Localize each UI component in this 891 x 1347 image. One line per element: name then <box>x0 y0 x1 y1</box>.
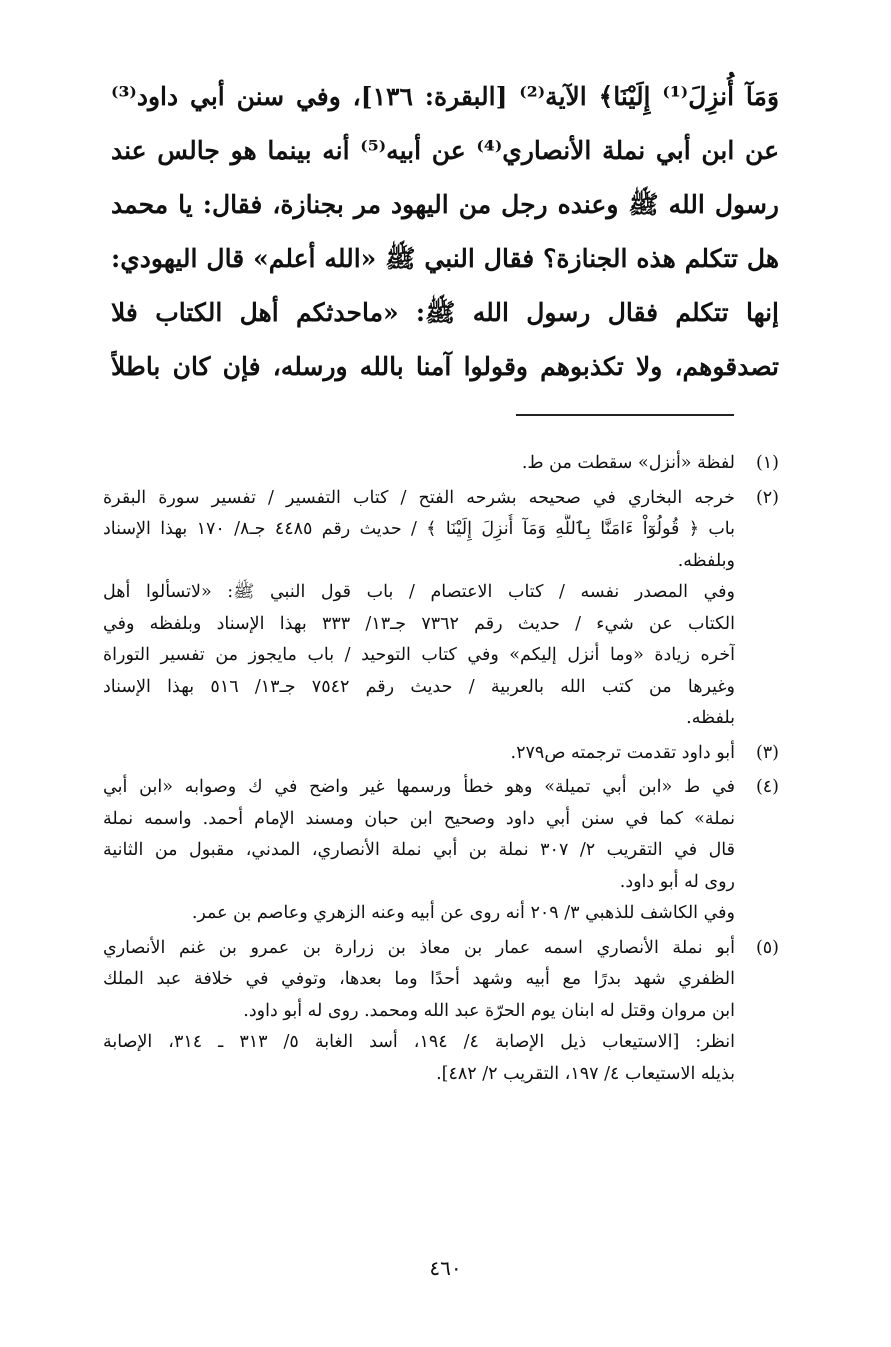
footnote-line: لفظة «أنزل» سقطت من ط. <box>521 453 735 473</box>
footnote-body <box>103 448 735 480</box>
footnote-line: وغيرها من كتب الله بالعربية / حديث رقم ٧٥٤٢ جـ١٣/ ٥١٦ بهذا الإسناد <box>103 676 735 697</box>
main-text <box>111 70 779 394</box>
main-text-line: هل تتكلم هذه الجنازة؟ فقال النبي ﷺ «الله أعلم» قال اليهودي: <box>111 244 779 273</box>
footnote-5 <box>103 933 779 1091</box>
footnote-line: ابن مروان وقتل له ابنان يوم الحرّة عبد الله ومحمد. روى له أبو داود. <box>243 1000 735 1021</box>
footnote-line: آخره زيادة «وما أنزل إليكم» وفي كتاب التوحيد / باب مايجوز من تفسير التوراة <box>103 645 735 665</box>
page-number: ٤٦٠ <box>429 1256 462 1280</box>
footnote-line: الظفري شهد بدرًا مع أبيه وشهد أحدًا وما بعدها، وتوفي في خلافة عبد الملك <box>103 969 735 989</box>
footnote-line: انظر: [الاستيعاب ذيل الإصابة ٤/ ١٩٤، أسد الغابة ٥/ ٣١٣ ـ ٣١٤، الإصابة <box>103 1032 735 1052</box>
footnote-number: (٢) <box>755 487 779 508</box>
footnote-number: (٤) <box>755 777 779 797</box>
footnote-line: خرجه البخاري في صحيحه بشرحه الفتح / كتاب التفسير / تفسير سورة البقرة <box>103 487 735 508</box>
footnote-line: في ط «ابن أبي تميلة» وهو خطأ ورسمها غير واضح في ك وصوابه «ابن أبي <box>103 777 735 797</box>
footnote-body <box>103 483 735 735</box>
footnote-line: الكتاب عن شيء / حديث رقم ٧٣٦٢ جـ١٣/ ٣٣٣ بهذا الإسناد وبلفظه وفي <box>103 613 735 634</box>
footnote-line: وبلفظه. <box>677 550 735 571</box>
main-text-line: إنها تتكلم فقال رسول الله ﷺ: «ماحدثكم أهل الكتاب فلا <box>111 298 779 327</box>
footnote-separator <box>516 414 734 416</box>
footnote-number: (٣) <box>755 742 779 763</box>
footnote-body <box>103 933 735 1091</box>
footnote-line: بلفظه. <box>686 708 735 728</box>
footnote-3 <box>103 738 779 770</box>
footnote-line: قال في التقريب ٢/ ٣٠٧ نملة بن أبي نملة الأنصاري، المدني، مقبول من الثانية <box>103 840 735 860</box>
footnote-line: وفي المصدر نفسه / كتاب الاعتصام / باب قول النبي ﷺ: «لاتسألوا أهل <box>103 582 735 602</box>
footnote-4 <box>103 772 779 930</box>
main-text-line: تصدقوهم، ولا تكذبوهم وقولوا آمنا بالله ورسله، فإن كان باطلاً <box>111 352 779 381</box>
main-text-line: رسول الله ﷺ وعنده رجل من اليهود مر بجنازة، فقال: يا محمد <box>111 190 779 219</box>
footnote-2 <box>103 483 779 735</box>
footnote-1 <box>103 448 779 480</box>
main-text-line: وَمَآ أُنزِلَ⁽¹⁾ إِلَيْنَا﴾ الآية⁽²⁾ [البقرة: ١٣٦]، وفي سنن أبي داود⁽³⁾ <box>111 82 779 111</box>
main-text-line: عن ابن أبي نملة الأنصاري⁽⁴⁾ عن أبيه⁽⁵⁾ أنه بينما هو جالس عند <box>111 136 779 165</box>
footnotes <box>103 448 779 1093</box>
footnote-line: روى له أبو داود. <box>619 871 735 892</box>
footnote-body <box>103 738 735 770</box>
footnote-line: باب ﴿ قُولُوٓاْ ءَامَنَّا بِٱللَّهِ وَمَآ أُنزِلَ إِلَيْنَا ﴾ / حديث رقم ٤٤٨٥ جـ٨/ ١٧٠ بهذا الإسناد <box>103 519 735 539</box>
footnote-line: بذيله الاستيعاب ٤/ ١٩٧، التقريب ٢/ ٤٨٢]. <box>436 1063 735 1084</box>
footnote-line: نملة» كما في سنن أبي داود وصحيح ابن حبان ومسند الإمام أحمد. واسمه نملة <box>103 808 735 829</box>
footnote-line: أبو نملة الأنصاري اسمه عمار بن معاذ بن زرارة بن عمرو بن غنم الأنصاري <box>103 937 735 958</box>
footnote-number: (١) <box>755 453 779 473</box>
footnote-line: أبو داود تقدمت ترجمته ص٢٧٩. <box>510 742 735 763</box>
footnote-body <box>103 772 735 930</box>
footnote-number: (٥) <box>755 937 779 958</box>
footnote-line: وفي الكاشف للذهبي ٣/ ٢٠٩ أنه روى عن أبيه وعنه الزهري وعاصم بن عمر. <box>191 903 735 923</box>
